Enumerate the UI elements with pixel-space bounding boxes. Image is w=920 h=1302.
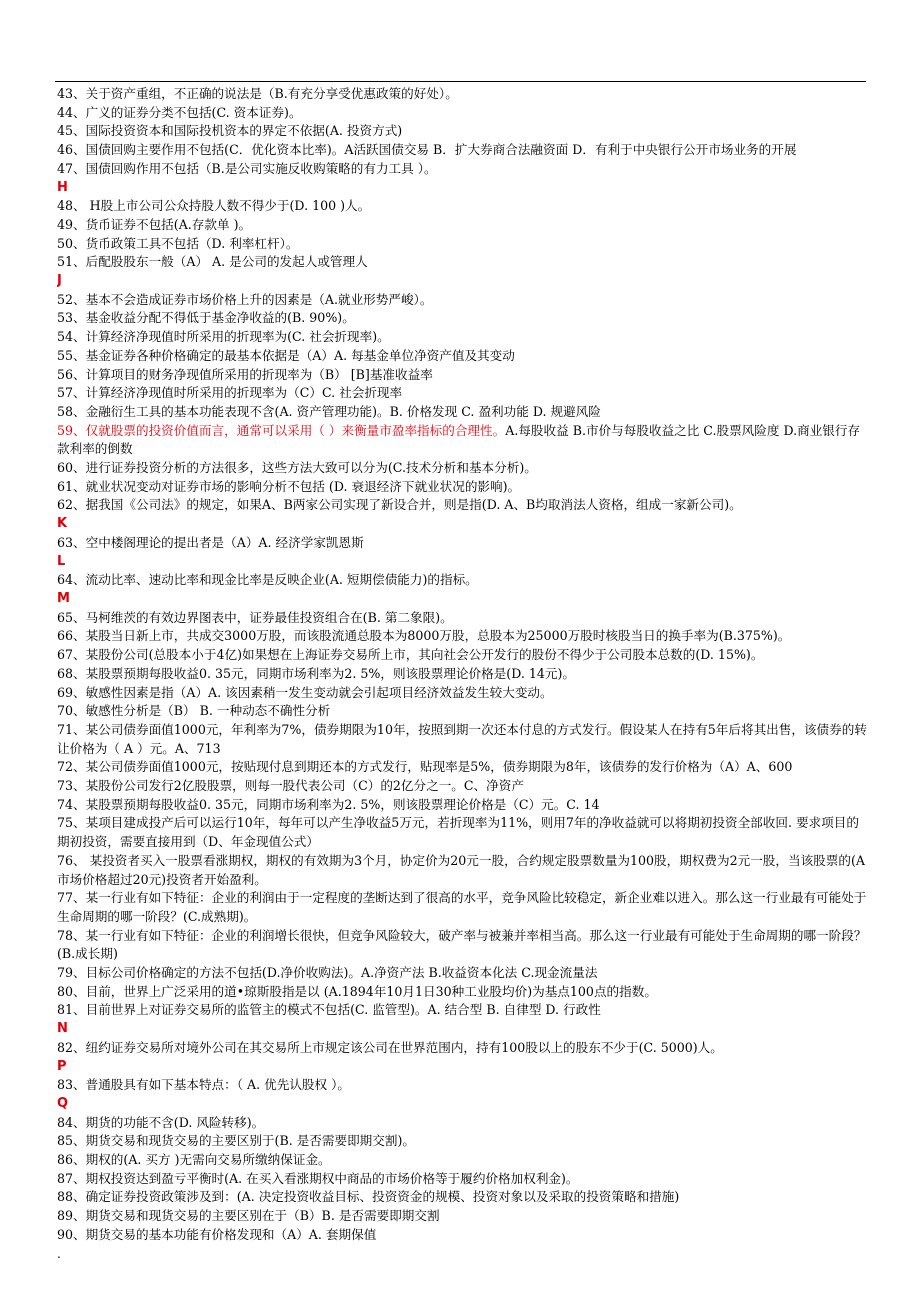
question-line: 66、某股当日新上市，共成交3000万股，而该股流通总股本为8000万股，总股本为25000万股时核股当日的换手率为(B.375%)。	[57, 628, 791, 644]
question-line: 90、期货交易的基本功能有价格发现和（A）A. 套期保值	[57, 1226, 377, 1242]
question-line: 71、某公司债券面值1000元，年利率为7%，债券期限为10年，按照到期一次还本付息的方式发行。假设某人在持有5年后将其出售，该债券的转让价格为（ A ）元。A、713	[57, 721, 867, 756]
question-line: 76、 某投资者买入一股票看涨期权，期权的有效期为3个月，协定价为20元一股，合约规定股票数量为100股，期权费为2元一股，当该股票的(A市场价格超过20元)投资者开始盈利。	[57, 852, 865, 887]
question-options-text: A.每股收益 B.市价与每股收益之比 C.股票风险度 D.商业银行存款利率的倒数	[57, 422, 861, 457]
section-letter-heading: M	[57, 590, 70, 606]
question-line: 69、敏感性因素是指（A）A. 该因素稍一发生变动就会引起项目经济效益发生较大变动。	[57, 684, 553, 700]
question-line: 78、某一行业有如下特征：企业的利润增长很快，但竞争风险较大，破产率与被兼并率相当高。那么这一行业最有可能处于生命周期的哪一阶段？(B.成长期)	[57, 927, 867, 962]
section-letter-heading: Q	[57, 1095, 69, 1111]
question-line: 61、就业状况变动对证券市场的影响分析不包括 (D. 衰退经济下就业状况的影响)。	[57, 478, 521, 494]
question-line: 60、进行证券投资分析的方法很多，这些方法大致可以分为(C.技术分析和基本分析)。	[57, 460, 537, 476]
question-line: 68、某股票预期每股收益0. 35元，同期市场利率为2. 5%，则该股票理论价格是(D. 14元)。	[57, 665, 575, 681]
question-line: 52、基本不会造成证券市场价格上升的因素是（A.就业形势严峻）。	[57, 291, 433, 307]
question-line: 50、货币政策工具不包括（D. 利率杠杆）。	[57, 235, 299, 251]
question-line: 46、国债回购主要作用不包括(C．优化资本比率)。A活跃国债交易 B．扩大券商合法融资面 D．有利于中央银行公开市场业务的开展	[57, 142, 797, 158]
question-line: 75、某项目建成投产后可以运行10年，每年可以产生净收益5万元，若折现率为11%，则用7年的净收益就可以将期初投资全部收回. 要求项目的期初投资，需要直接用到（D、年金现值公式）	[57, 815, 859, 850]
question-line: 88、确定证券投资政策涉及到：(A. 决定投资收益目标、投资资金的规模、投资对象以及采取的投资策略和措施)	[57, 1189, 680, 1205]
section-letter-heading: N	[57, 1021, 68, 1037]
section-letter-heading: J	[57, 273, 62, 289]
trailing-dot: .	[57, 1246, 61, 1261]
question-line: 64、流动比率、速动比率和现金比率是反映企业(A. 短期偿债能力)的指标。	[57, 572, 478, 588]
question-line: 87、期权投资达到盈亏平衡时(A. 在买入看涨期权中商品的市场价格等于履约价格加权利金)。	[57, 1170, 579, 1186]
question-line: 85、期货交易和现货交易的主要区别于(B. 是否需要即期交割)。	[57, 1133, 415, 1149]
question-line: 63、空中楼阁理论的提出者是（A）A. 经济学家凯恩斯	[57, 534, 364, 550]
question-line: 56、计算项目的财务净现值所采用的折现率为（B） [B]基准收益率	[57, 366, 433, 382]
question-line: 81、目前世界上对证券交易所的监管主的模式不包括(C. 监管型)。A. 结合型 B. 自律型 D. 行政性	[57, 1002, 601, 1018]
question-line: 48、 H股上市公司公众持股人数不得少于(D. 100 )人。	[57, 198, 371, 214]
question-line: 79、目标公司价格确定的方法不包括(D.净价收购法)。A.净资产法 B.收益资本化法 C.现金流量法	[57, 965, 598, 981]
question-line: 70、敏感性分析是（B） B. 一种动态不确性分析	[57, 703, 331, 719]
question-line: 89、期货交易和现货交易的主要区别在于（B）B. 是否需要即期交割	[57, 1208, 440, 1224]
question-line: 73、某股份公司发行2亿股股票，则每一股代表公司（C）的2亿分之一。C、净资产	[57, 778, 524, 794]
question-line: 53、基金收益分配不得低于基金净收益的(B. 90%)。	[57, 310, 355, 326]
question-line: 65、马柯维茨的有效边界图表中，证券最佳投资组合在(B. 第二象限)。	[57, 609, 453, 625]
question-line: 83、普通股具有如下基本特点：（ A. 优先认股权 ）。	[57, 1077, 351, 1093]
question-line: 80、目前，世界上广泛采用的道•琼斯股指是以 (A.1894年10月1日30种工业股均价)为基点100点的指数。	[57, 983, 657, 999]
question-line: 54、计算经济净现值时所采用的折现率为(C. 社会折现率)。	[57, 329, 390, 345]
question-line: 51、后配股股东一般（A） A. 是公司的发起人或管理人	[57, 254, 368, 270]
question-line: 62、据我国《公司法》的规定，如果A、B两家公司实现了新设合并，则是指(D. A、B均取消法人资格，组成一家新公司)。	[57, 497, 742, 513]
section-letter-heading: L	[57, 553, 66, 569]
question-line: 77、某一行业有如下特征：企业的利润由于一定程度的垄断达到了很高的水平，竞争风险比较稳定，新企业难以进入。那么这一行业最有可能处于生命周期的哪一阶段？(C.成熟期)。	[57, 890, 867, 924]
question-line: 43、关于资产重组，不正确的说法是（B.有充分享受优惠政策的好处）。	[57, 86, 458, 101]
question-line: 58、金融衍生工具的基本功能表现不含(A. 资产管理功能)。B. 价格发现 C. 盈利功能 D. 规避风险	[57, 403, 601, 419]
section-letter-heading: K	[57, 516, 68, 532]
question-line: 55、基金证券各种价格确定的最基本依据是（A）A. 每基金单位净资产值及其变动	[57, 347, 515, 363]
question-list	[57, 85, 867, 1263]
question-line: 47、国债回购作用不包括（B.是公司实施反收购策略的有力工具 ）。	[57, 160, 437, 176]
question-line: 44、广义的证券分类不包括(C. 资本证券)。	[57, 104, 302, 120]
section-letter-heading: P	[57, 1058, 67, 1074]
question-line	[57, 422, 867, 459]
question-line: 49、货币证券不包括(A.存款单 )。	[57, 216, 252, 232]
section-letter-heading: H	[57, 179, 68, 195]
question-line: 67、某股份公司(总股本小于4亿)如果想在上海证券交易所上市，其向社会公开发行的股份不得少于公司股本总数的(D. 15%)。	[57, 647, 764, 663]
top-rule	[55, 81, 866, 82]
question-line: 84、期货的功能不含(D. 风险转移)。	[57, 1114, 265, 1130]
question-line: 45、国际投资资本和国际投机资本的界定不依据(A. 投资方式)	[57, 123, 403, 139]
question-line: 72、某公司债券面值1000元，按贴现付息到期还本的方式发行，贴现率是5%，债券期限为8年，该债券的发行价格为（A）A、600	[57, 759, 793, 775]
question-line: 86、期权的(A. 买方 )无需向交易所缴纳保证金。	[57, 1152, 331, 1168]
question-line: 74、某股票预期每股收益0. 35元，同期市场利率为2. 5%，则该股票理论价格是（C）元。C. 14	[57, 796, 600, 812]
question-line: 82、纽约证券交易所对境外公司在其交易所上市规定该公司在世界范围内，持有100股以上的股东不少于(C. 5000)人。	[57, 1039, 723, 1055]
highlighted-question-text: 59、仅就股票的投资价值而言，通常可以采用（ ）来衡量市盈率指标的合理性。	[57, 422, 506, 438]
question-line: 57、计算经济净现值时所采用的折现率为（C）C. 社会折现率	[57, 385, 403, 401]
